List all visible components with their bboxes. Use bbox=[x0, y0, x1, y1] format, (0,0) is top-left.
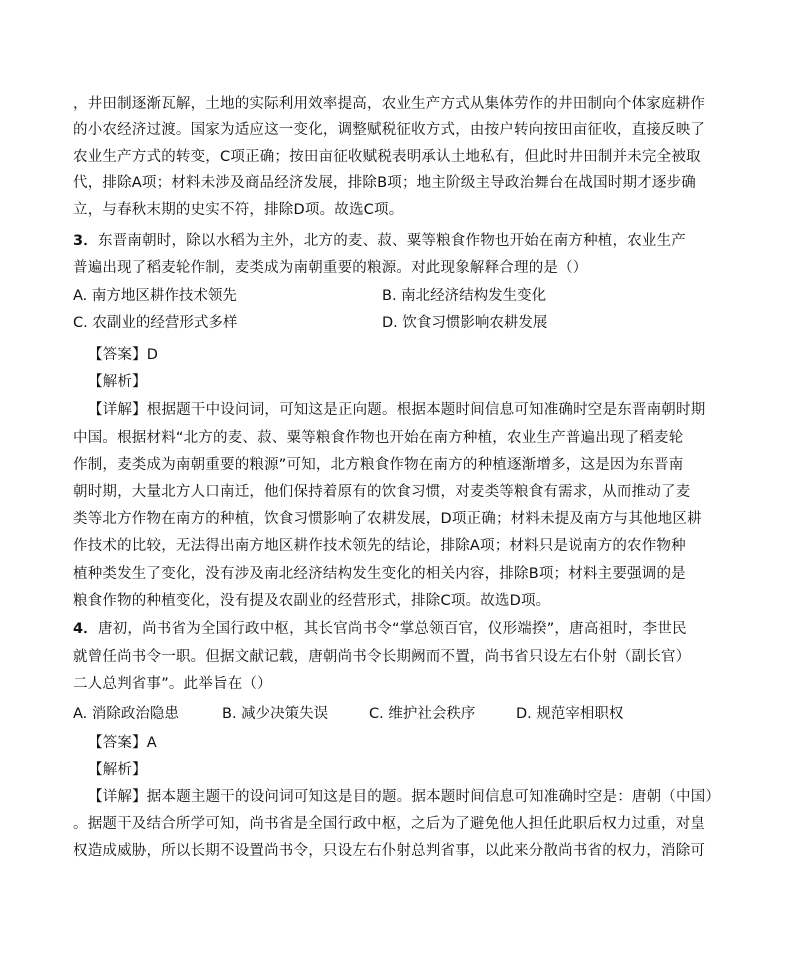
text-line: 代，排除A项；材料未涉及商品经济发展，排除B项；地主阶级主导政治舞台在战国时期才逐步确 bbox=[73, 175, 696, 191]
question-3-option-d: D. 饮食习惯影响农耕发展 bbox=[382, 315, 548, 331]
question-3-detail-line: 植种类发生了变化，没有涉及南北经济结构发生变化的相关内容，排除B项；材料主要强调的是 bbox=[73, 566, 686, 582]
question-3-number: 3． bbox=[73, 233, 98, 249]
question-4-stem-text: 唐初，尚书省为全国行政中枢，其长官尚书令“掌总领百官，仪形端揆”，唐高祖时，李世民 bbox=[98, 621, 687, 637]
question-4-option-a: A. 消除政治隐患 bbox=[73, 706, 179, 722]
question-4-stem-cont: 就曾任尚书令一职。但据文献记载，唐朝尚书令长期阙而不置，尚书省只设左右仆射（副长官） bbox=[73, 649, 691, 665]
question-3-option-c: C. 农副业的经营形式多样 bbox=[73, 315, 238, 331]
question-4-detail-line: 【详解】据本题主题干的设问词可知这是目的题。据本题时间信息可知准确时空是：唐朝（中国） bbox=[88, 789, 721, 805]
text-line: 立，与春秋末期的史实不符，排除D项。故选C项。 bbox=[73, 202, 404, 218]
question-4-number: 4． bbox=[73, 621, 98, 637]
text-line: 农业生产方式的转变，C项正确；按田亩征收赋税表明承认土地私有，但此时井田制并未完全被取 bbox=[73, 149, 701, 165]
text-line: 的小农经济过渡。国家为适应这一变化，调整赋税征收方式，由按户转向按田亩征收，直接反映了 bbox=[73, 122, 706, 138]
question-3-detail-line: 作制，麦类成为南朝重要的粮源”可知，北方粮食作物在南方的种植逐渐增多，这是因为东晋南 bbox=[73, 457, 684, 473]
question-3-stem bbox=[73, 230, 686, 252]
question-4-answer: 【答案】A bbox=[88, 735, 157, 751]
question-3-detail-line: 作技术的比较，无法得出南方地区耕作技术领先的结论，排除A项；材料只是说南方的农作物种 bbox=[73, 538, 686, 554]
question-3-detail-line: 类等北方作物在南方的种植，饮食习惯影响了农耕发展，D项正确；材料未提及南方与其他地区耕 bbox=[73, 511, 702, 527]
question-3-option-a: A. 南方地区耕作技术领先 bbox=[73, 288, 237, 304]
question-3-option-b: B. 南北经济结构发生变化 bbox=[382, 288, 547, 304]
question-3-answer: 【答案】D bbox=[88, 347, 159, 363]
question-3-stem-text: 东晋南朝时，除以水稻为主外，北方的麦、菽、粟等粮食作物也开始在南方种植，农业生产 bbox=[98, 233, 686, 249]
text-line: ，井田制逐渐瓦解，土地的实际利用效率提高，农业生产方式从集体劳作的井田制向个体家庭耕作 bbox=[73, 96, 706, 112]
question-4-stem-cont: 二人总判省事”。此举旨在（） bbox=[73, 676, 272, 692]
question-3-detail-line: 朝时期，大量北方人口南迁，他们保持着原有的饮食习惯，对麦类等粮食有需求，从而推动了麦 bbox=[73, 484, 691, 500]
question-4-option-b: B. 减少决策失误 bbox=[222, 706, 329, 722]
question-4-detail-line: 权造成威胁，所以长期不设置尚书令，只设左右仆射总判省事，以此来分散尚书省的权力，消除可 bbox=[73, 843, 706, 859]
question-3-detail-line: 【详解】根据题干中设问词，可知这是正向题。根据本题时间信息可知准确时空是东晋南朝时期 bbox=[88, 402, 706, 418]
question-4-analysis-heading: 【解析】 bbox=[88, 762, 147, 778]
question-4-option-d: D. 规范宰相职权 bbox=[516, 706, 624, 722]
question-3-analysis-heading: 【解析】 bbox=[88, 374, 147, 390]
question-3-detail-line: 粮食作物的种植变化，没有提及农副业的经营形式，排除C项。故选D项。 bbox=[73, 593, 551, 609]
question-3-stem-cont: 普遍出现了稻麦轮作制，麦类成为南朝重要的粮源。对此现象解释合理的是（） bbox=[73, 260, 588, 276]
question-4-detail-line: 。据题干及结合所学可知，尚书省是全国行政中枢，之后为了避免他人担任此职后权力过重，对皇 bbox=[73, 816, 706, 832]
question-3-detail-line: 中国。根据材料“北方的麦、菽、粟等粮食作物也开始在南方种植，农业生产普遍出现了稻麦轮 bbox=[73, 430, 684, 446]
question-4-stem bbox=[73, 618, 687, 640]
question-4-option-c: C. 维护社会秩序 bbox=[369, 706, 476, 722]
